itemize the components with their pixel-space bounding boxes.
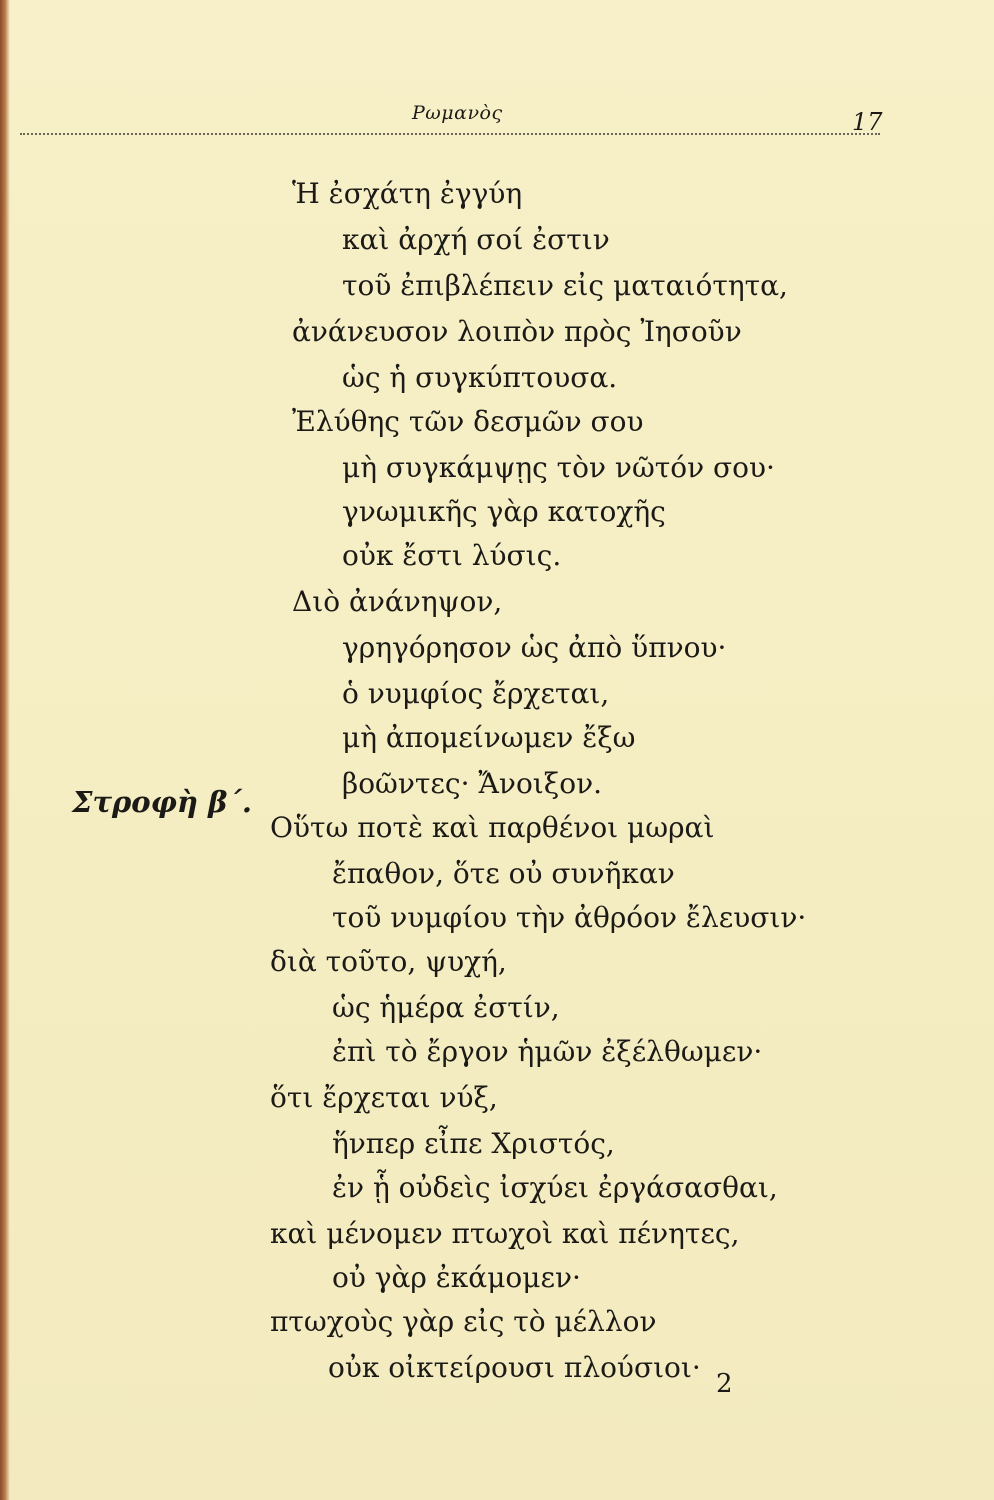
poem-line: Διὸ ἀνάνηψον, — [292, 585, 503, 618]
running-title: Ρωμανὸς — [412, 102, 503, 124]
poem-line: μὴ ἀπομείνωμεν ἔξω — [342, 721, 636, 754]
poem-line: ἔπαθον, ὅτε οὐ συνῆκαν — [332, 857, 675, 890]
header-rule — [20, 133, 880, 135]
poem-line: βοῶντες· Ἄνοιξον. — [342, 767, 602, 800]
poem-line: Οὕτω ποτὲ καὶ παρθένοι μωραὶ — [270, 811, 715, 844]
poem-line: Ἐλύθης τῶν δεσμῶν σου — [292, 405, 644, 438]
poem-line: ὡς ἡμέρα ἐστίν, — [332, 991, 560, 1024]
poem-line: τοῦ ἐπιβλέπειν εἰς ματαιότητα, — [342, 269, 788, 302]
poem-line: ἀνάνευσον λοιπὸν πρὸς Ἰησοῦν — [292, 315, 742, 348]
poem-line: οὐκ ἔστι λύσις. — [342, 539, 562, 572]
poem-line: καὶ ἀρχή σοί ἐστιν — [342, 223, 610, 256]
poem-line: οὐκ οἰκτείρουσι πλούσιοι· — [328, 1351, 701, 1384]
page-number: 17 — [852, 108, 883, 136]
strophe-label: Στροφὴ β΄. — [72, 785, 252, 819]
poem-line: ἐπὶ τὸ ἔργον ἡμῶν ἐξέλθωμεν· — [332, 1035, 763, 1068]
poem-line: ὡς ἡ συγκύπτουσα. — [342, 361, 618, 394]
poem-line: πτωχοὺς γὰρ εἰς τὸ μέλλον — [270, 1305, 657, 1338]
signature-mark: 2 — [716, 1369, 733, 1399]
page-edge — [0, 0, 10, 1500]
poem-line: μὴ συγκάμψῃς τὸν νῶτόν σου· — [342, 451, 775, 484]
poem-line: διὰ τοῦτο, ψυχή, — [270, 945, 507, 978]
poem-line: γρηγόρησον ὡς ἀπὸ ὕπνου· — [342, 631, 727, 664]
poem-line: ἐν ᾗ οὐδεὶς ἰσχύει ἐργάσασθαι, — [332, 1171, 778, 1204]
poem-line: τοῦ νυμφίου τὴν ἀθρόον ἔλευσιν· — [332, 901, 807, 934]
poem-line: ἥνπερ εἶπε Χριστός, — [332, 1127, 615, 1160]
poem-line: ὅτι ἔρχεται νύξ, — [270, 1081, 498, 1114]
poem-line: Ἡ ἐσχάτη ἐγγύη — [292, 177, 523, 210]
poem-line: καὶ μένομεν πτωχοὶ καὶ πένητες, — [270, 1217, 740, 1250]
poem-line: οὐ γὰρ ἐκάμομεν· — [332, 1261, 581, 1294]
poem-line: γνωμικῆς γὰρ κατοχῆς — [342, 495, 666, 528]
poem-line: ὁ νυμφίος ἔρχεται, — [342, 677, 610, 710]
